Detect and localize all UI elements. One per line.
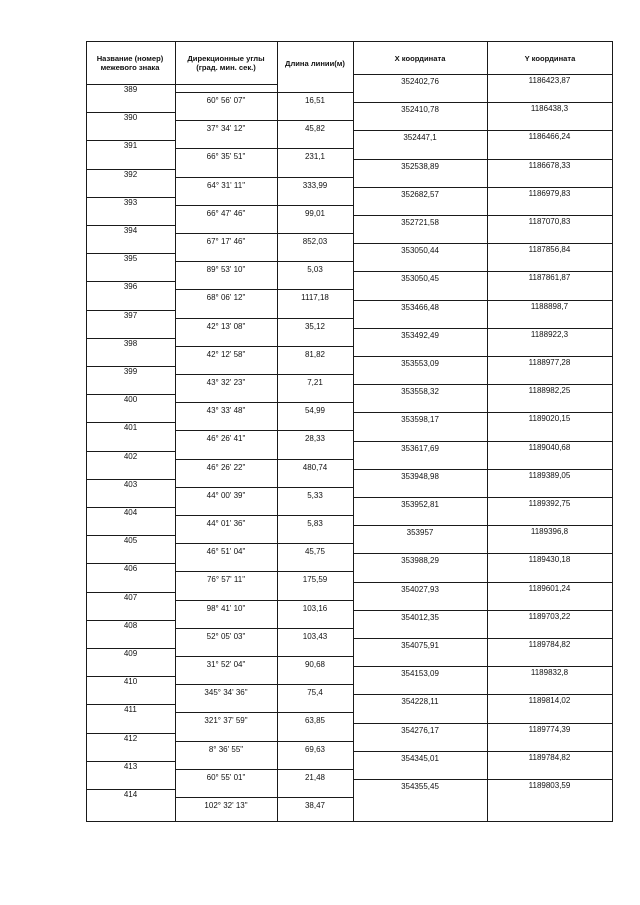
direction-angle: 8° 36' 55" [208, 744, 244, 754]
x-coordinate: 353553,09 [401, 359, 439, 368]
line-length: 333,99 [302, 180, 328, 190]
column-rule [612, 41, 613, 821]
coord-row-rule [353, 779, 612, 780]
y-coordinate: 1188982,25 [528, 386, 571, 396]
x-coordinate: 354075,91 [401, 641, 439, 650]
coord-row-rule [353, 694, 612, 695]
y-coordinate: 1188898,7 [530, 301, 569, 311]
x-coordinate: 353988,29 [401, 556, 439, 566]
header-y: Y координата [524, 53, 576, 63]
point-name: 405 [123, 536, 138, 546]
name-row-rule [86, 253, 175, 254]
segment-rule [175, 656, 353, 657]
point-name: 414 [123, 790, 138, 799]
line-length: 38,47 [304, 801, 326, 810]
line-length: 75,4 [307, 688, 323, 698]
point-name: 406 [123, 564, 138, 574]
name-row-rule [86, 507, 175, 508]
direction-angle: 44° 01' 36" [206, 519, 246, 528]
x-coordinate: 354276,17 [401, 725, 439, 735]
segment-rule [175, 487, 353, 488]
x-coordinate: 352538,89 [401, 161, 439, 171]
segment-rule [175, 374, 353, 375]
y-coordinate: 1186423,87 [528, 76, 571, 85]
x-coordinate: 353466,48 [401, 302, 439, 312]
line-length: 852,03 [302, 237, 328, 246]
direction-angle: 43° 32' 23" [206, 378, 246, 387]
point-name: 404 [123, 508, 138, 517]
x-coordinate: 352682,57 [401, 189, 439, 199]
direction-angle: 46° 26' 22" [206, 462, 246, 472]
segment-rule [175, 712, 353, 713]
x-coordinate: 353492,49 [401, 330, 439, 340]
x-coordinate: 352402,76 [401, 77, 439, 86]
x-coordinate: 353050,45 [401, 274, 439, 284]
point-name: 392 [123, 169, 138, 179]
y-coordinate: 1186466,24 [528, 132, 571, 142]
line-length: 5,03 [307, 265, 323, 275]
line-length: 69,63 [304, 744, 326, 754]
point-name: 409 [123, 649, 138, 658]
segment-rule [175, 233, 353, 234]
x-coordinate: 352410,78 [401, 105, 439, 115]
coord-row-rule [353, 384, 612, 385]
segment-rule [175, 741, 353, 742]
direction-angle: 89° 53' 10" [206, 265, 246, 275]
name-row-rule [86, 535, 175, 536]
line-length: 21,48 [304, 772, 326, 782]
direction-angle: 60° 55' 01" [206, 772, 246, 782]
point-name: 393 [123, 197, 138, 207]
coord-row-rule [353, 356, 612, 357]
coord-row-rule [353, 525, 612, 526]
name-row-rule [86, 338, 175, 339]
segment-rule [175, 402, 353, 403]
y-coordinate: 1189040,68 [528, 442, 571, 452]
coord-row-rule [353, 328, 612, 329]
line-length: 1117,18 [301, 293, 329, 303]
x-coordinate: 352721,58 [401, 218, 439, 227]
segment-rule [175, 600, 353, 601]
x-coordinate: 353617,69 [401, 443, 439, 453]
line-length: 54,99 [304, 406, 326, 416]
y-coordinate: 1189430,18 [528, 555, 571, 565]
table-top-rule [86, 41, 613, 42]
name-row-rule [86, 366, 175, 367]
coord-row-rule [353, 412, 612, 413]
direction-angle: 64° 31' 11" [206, 180, 246, 190]
table-bottom-rule [86, 821, 613, 822]
name-row-rule [86, 733, 175, 734]
y-coordinate: 1187861,87 [528, 273, 571, 283]
line-length: 103,16 [302, 603, 328, 613]
coord-row-rule [353, 469, 612, 470]
y-coordinate: 1186678,33 [528, 160, 571, 170]
point-name: 412 [123, 733, 138, 743]
coord-row-rule [353, 553, 612, 554]
coord-row-rule [353, 610, 612, 611]
line-length: 81,82 [304, 349, 326, 359]
x-coordinate: 353558,32 [401, 387, 439, 397]
point-name: 413 [123, 761, 138, 771]
coord-row-rule [353, 666, 612, 667]
coord-row-rule [353, 723, 612, 724]
line-length: 99,01 [304, 208, 326, 218]
coord-row-rule [353, 751, 612, 752]
segment-rule [175, 318, 353, 319]
segment-rule [175, 148, 353, 149]
name-row-rule [86, 281, 175, 282]
line-length: 5,33 [307, 490, 323, 500]
direction-angle: 44° 00' 39" [206, 490, 246, 500]
line-length: 480,74 [302, 462, 328, 472]
name-row-rule [86, 169, 175, 170]
x-coordinate: 354345,01 [401, 753, 439, 763]
name-row-rule [86, 422, 175, 423]
direction-angle: 67° 17' 46" [206, 237, 246, 246]
segment-rule [175, 543, 353, 544]
x-coordinate: 353957 [406, 528, 434, 538]
direction-angle: 98° 41' 10" [206, 603, 246, 613]
line-length: 45,75 [304, 547, 326, 557]
header-length: Длина линии(м) [285, 58, 345, 68]
segment-rule [175, 92, 353, 93]
point-name: 395 [123, 254, 138, 264]
direction-angle: 102° 32' 13" [204, 801, 248, 810]
segment-rule [175, 628, 353, 629]
header-angle: Дирекционные углы (град. мин. сек.) [187, 54, 265, 72]
name-row-rule [86, 789, 175, 790]
y-coordinate: 1189703,22 [528, 611, 571, 621]
segment-rule [175, 459, 353, 460]
point-name: 407 [123, 592, 138, 602]
segment-rule [175, 797, 353, 798]
name-row-rule [86, 310, 175, 311]
y-coordinate: 1189784,82 [528, 752, 571, 762]
segment-rule [175, 515, 353, 516]
coord-row-rule [353, 441, 612, 442]
y-coordinate: 1187856,84 [528, 245, 571, 255]
line-length: 7,21 [307, 378, 323, 387]
name-row-rule [86, 761, 175, 762]
y-coordinate: 1189803,59 [528, 781, 571, 790]
segment-rule [175, 346, 353, 347]
point-name: 411 [124, 705, 137, 715]
x-coordinate: 353948,98 [401, 471, 439, 481]
name-row-rule [86, 563, 175, 564]
y-coordinate: 1188977,28 [528, 358, 571, 367]
coord-row-rule [353, 159, 612, 160]
y-coordinate: 1189814,02 [528, 696, 571, 706]
header-x: X координата [394, 53, 446, 63]
line-length: 28,33 [304, 434, 326, 444]
y-coordinate: 1188922,3 [530, 329, 569, 339]
y-coordinate: 1189389,05 [528, 470, 571, 480]
name-row-rule [86, 648, 175, 649]
line-length: 63,85 [304, 716, 326, 726]
name-row-rule [86, 479, 175, 480]
x-coordinate: 353050,44 [401, 246, 439, 256]
direction-angle: 46° 26' 41" [206, 434, 246, 444]
header-name: Название (номер) межевого знака [96, 54, 164, 72]
point-name: 390 [123, 113, 138, 123]
point-name: 396 [123, 282, 138, 292]
segment-rule [175, 289, 353, 290]
x-coordinate: 354153,09 [401, 669, 439, 679]
point-name: 408 [123, 620, 138, 630]
point-name: 394 [123, 226, 138, 235]
point-name: 401 [123, 423, 138, 433]
direction-angle: 321° 37' 59" [204, 716, 248, 726]
point-name: 410 [123, 677, 138, 687]
segment-rule [175, 684, 353, 685]
point-name: 400 [123, 395, 138, 405]
coord-row-rule [353, 102, 612, 103]
y-coordinate: 1189774,39 [528, 724, 571, 734]
line-length: 90,68 [304, 660, 326, 669]
x-coordinate: 354355,45 [401, 782, 439, 791]
direction-angle: 31° 52' 04" [206, 660, 246, 669]
name-row-rule [86, 592, 175, 593]
x-coordinate: 353952,81 [401, 500, 439, 509]
segment-rule [175, 769, 353, 770]
point-name: 389 [123, 85, 138, 94]
segment-rule [175, 205, 353, 206]
coord-row-rule [353, 271, 612, 272]
point-name: 399 [123, 367, 138, 376]
line-length: 45,82 [304, 124, 326, 134]
coord-row-rule [353, 74, 612, 75]
point-name: 391 [123, 141, 138, 151]
name-row-rule [86, 394, 175, 395]
line-length: 35,12 [304, 321, 326, 331]
direction-angle: 68° 06' 12" [206, 293, 246, 303]
point-name: 397 [123, 310, 138, 320]
coord-row-rule [353, 638, 612, 639]
line-length: 103,43 [302, 631, 328, 641]
line-length: 16,51 [304, 96, 326, 105]
name-row-rule [86, 112, 175, 113]
segment-rule [175, 120, 353, 121]
direction-angle: 37° 34' 12" [206, 124, 246, 134]
name-row-rule [86, 225, 175, 226]
name-row-rule [86, 197, 175, 198]
y-coordinate: 1189784,82 [528, 640, 571, 649]
segment-rule [175, 261, 353, 262]
line-length: 5,83 [307, 519, 323, 528]
direction-angle: 60° 56' 07" [206, 96, 246, 105]
coord-row-rule [353, 497, 612, 498]
point-name: 398 [123, 338, 138, 348]
x-coordinate: 354027,93 [401, 584, 439, 594]
direction-angle: 42° 12' 58" [206, 349, 246, 359]
x-coordinate: 352447,1 [403, 133, 437, 143]
x-coordinate: 354228,11 [401, 697, 439, 707]
coord-row-rule [353, 300, 612, 301]
y-coordinate: 1186438,3 [530, 104, 569, 114]
coord-row-rule [353, 187, 612, 188]
direction-angle: 52° 05' 03" [206, 631, 246, 641]
point-name: 402 [123, 451, 138, 461]
direction-angle: 46° 51' 04" [206, 547, 246, 557]
y-coordinate: 1189832,8 [530, 668, 569, 678]
y-coordinate: 1189601,24 [528, 583, 571, 593]
y-coordinate: 1187070,83 [528, 217, 571, 226]
y-coordinate: 1186979,83 [528, 188, 571, 198]
direction-angle: 345° 34' 36" [204, 688, 248, 698]
point-name: 403 [123, 479, 138, 489]
coord-row-rule [353, 582, 612, 583]
segment-rule [175, 430, 353, 431]
direction-angle: 43° 33' 48" [206, 406, 246, 416]
direction-angle: 42° 13' 08" [206, 321, 246, 331]
coord-row-rule [353, 130, 612, 131]
line-length: 231,1 [304, 152, 326, 162]
y-coordinate: 1189396,8 [530, 527, 569, 537]
direction-angle: 76° 57' 11" [206, 575, 246, 585]
y-coordinate: 1189392,75 [528, 499, 571, 508]
segment-rule [175, 177, 353, 178]
direction-angle: 66° 47' 46" [206, 208, 246, 218]
x-coordinate: 353598,17 [401, 415, 439, 425]
direction-angle: 66° 35' 51" [206, 152, 246, 162]
name-row-rule [86, 451, 175, 452]
segment-rule [175, 571, 353, 572]
name-row-rule [86, 676, 175, 677]
x-coordinate: 354012,35 [401, 612, 439, 622]
name-row-rule [86, 704, 175, 705]
y-coordinate: 1189020,15 [528, 414, 571, 424]
name-row-rule [86, 620, 175, 621]
line-length: 175,59 [302, 575, 328, 585]
name-row-rule [86, 140, 175, 141]
coord-row-rule [353, 243, 612, 244]
coord-row-rule [353, 215, 612, 216]
